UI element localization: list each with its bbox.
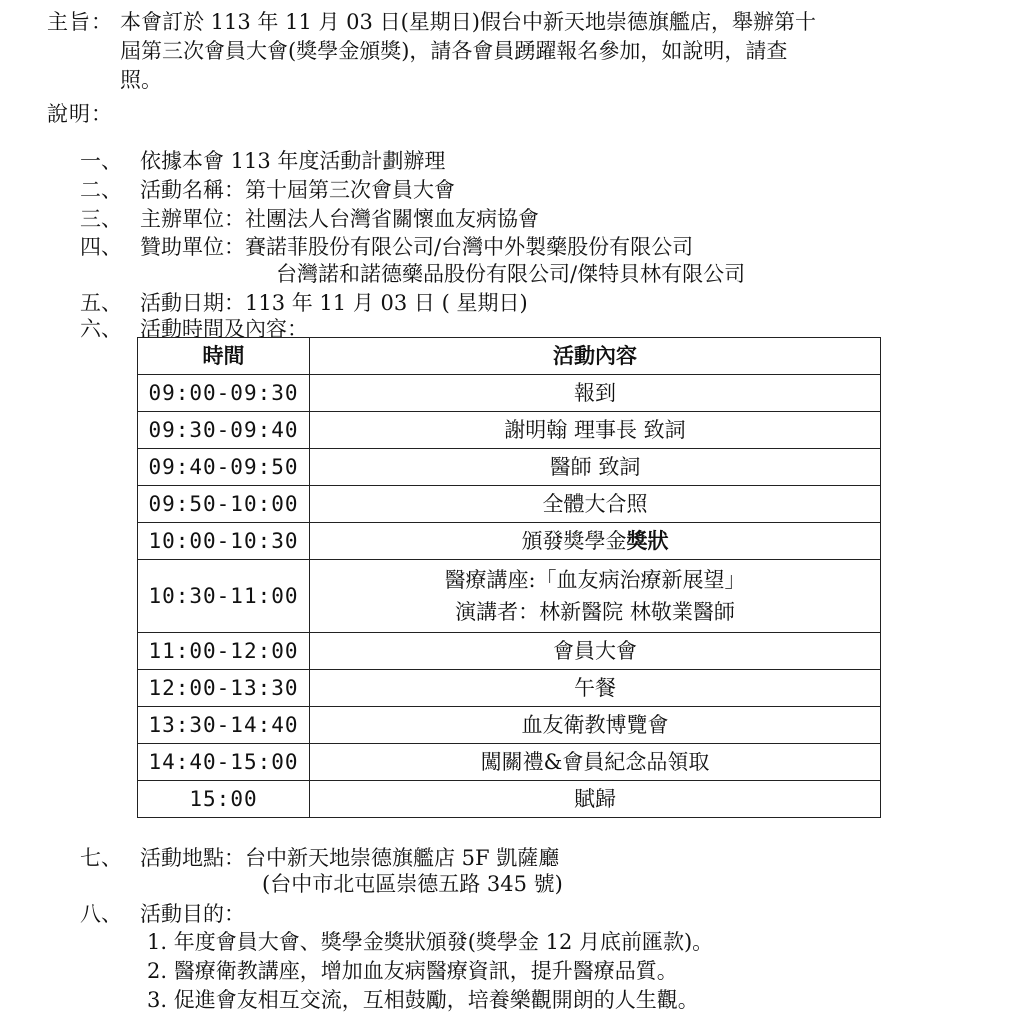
- item-5-number: 五、: [80, 291, 122, 315]
- item-5-text: 活動日期：113 年 11 月 03 日 ( 星期日): [140, 291, 528, 315]
- row-content-cell: [310, 523, 881, 560]
- item-4-text-continued: 台灣諾和諾德藥品股份有限公司/傑特貝林有限公司: [276, 262, 746, 286]
- row-time: 13:30-14:40: [138, 707, 310, 744]
- table-row: [138, 633, 881, 670]
- row-content: 賦歸: [310, 781, 881, 818]
- subject-line-1: 本會訂於 113 年 11 月 03 日(星期日)假台中新天地崇德旗艦店，舉辦第十: [120, 10, 816, 34]
- row-content: 血友衛教博覽會: [310, 707, 881, 744]
- table-row: [138, 375, 881, 412]
- row-time: 12:00-13:30: [138, 670, 310, 707]
- subject-line-2: 屆第三次會員大會(獎學金頒獎)，請各會員踴躍報名參加，如說明，請查: [120, 39, 788, 63]
- row-content: 報到: [310, 375, 881, 412]
- table-row: [138, 781, 881, 818]
- row-content: 醫師 致詞: [310, 449, 881, 486]
- row-time: 10:30-11:00: [138, 560, 310, 633]
- item-4-text: 贊助單位：賽諾菲股份有限公司/台灣中外製藥股份有限公司: [140, 235, 694, 259]
- goal-3: 3. 促進會友相互交流，互相鼓勵，培養樂觀開朗的人生觀。: [147, 988, 699, 1012]
- item-1-number: 一、: [80, 149, 122, 173]
- row-time: 09:40-09:50: [138, 449, 310, 486]
- row-content: 醫療講座:「血友病治療新展望」: [444, 568, 746, 592]
- row-time: 10:00-10:30: [138, 523, 310, 560]
- row-time: 14:40-15:00: [138, 744, 310, 781]
- item-2-text: 活動名稱：第十屆第三次會員大會: [140, 178, 455, 202]
- row-content: 闖關禮&會員紀念品領取: [310, 744, 881, 781]
- row-content: 午餐: [310, 670, 881, 707]
- row-content-line-2: 演講者：林新醫院 林敬業醫師: [455, 600, 735, 624]
- item-3-number: 三、: [80, 207, 122, 231]
- item-4-number: 四、: [80, 235, 122, 259]
- item-7-text: 活動地點：台中新天地崇德旗艦店 5F 凱薩廳: [140, 846, 560, 870]
- table-row: [138, 707, 881, 744]
- item-1-text: 依據本會 113 年度活動計劃辦理: [140, 149, 446, 173]
- subject-line-3: 照。: [120, 68, 162, 92]
- item-6-number: 六、: [80, 317, 122, 341]
- schedule-table: [137, 337, 881, 818]
- subject-label: 主旨：: [47, 10, 113, 34]
- item-6-text: 活動時間及內容：: [140, 317, 308, 341]
- row-content-cell: [310, 560, 881, 633]
- table-row: [138, 449, 881, 486]
- row-content-bold: 獎狀: [626, 528, 669, 553]
- explanation-label: 說明：: [47, 102, 113, 126]
- row-content: 會員大會: [310, 633, 881, 670]
- item-8-text: 活動目的：: [140, 902, 245, 926]
- row-time: 09:00-09:30: [138, 375, 310, 412]
- table-row: [138, 412, 881, 449]
- table-header-row: [138, 338, 881, 375]
- goal-1: 1. 年度會員大會、獎學金獎狀頒發(獎學金 12 月底前匯款)。: [147, 930, 714, 954]
- row-time: 15:00: [138, 781, 310, 818]
- row-content: 謝明翰 理事長 致詞: [310, 412, 881, 449]
- table-row: [138, 670, 881, 707]
- row-time: 11:00-12:00: [138, 633, 310, 670]
- goal-2: 2. 醫療衛教講座，增加血友病醫療資訊，提升醫療品質。: [147, 959, 678, 983]
- item-7-number: 七、: [80, 846, 122, 870]
- header-content: 活動內容: [310, 338, 881, 375]
- row-time: 09:50-10:00: [138, 486, 310, 523]
- row-content: 頒發獎學金: [521, 529, 627, 553]
- item-2-number: 二、: [80, 178, 122, 202]
- item-3-text: 主辦單位：社團法人台灣省關懷血友病協會: [140, 207, 539, 231]
- item-7-address: (台中市北屯區崇德五路 345 號): [262, 872, 563, 896]
- item-8-number: 八、: [80, 902, 122, 926]
- table-row: [138, 744, 881, 781]
- header-time: 時間: [138, 338, 310, 375]
- table-row: [138, 486, 881, 523]
- table-row: [138, 560, 881, 633]
- row-time: 09:30-09:40: [138, 412, 310, 449]
- table-row: [138, 523, 881, 560]
- row-content: 全體大合照: [310, 486, 881, 523]
